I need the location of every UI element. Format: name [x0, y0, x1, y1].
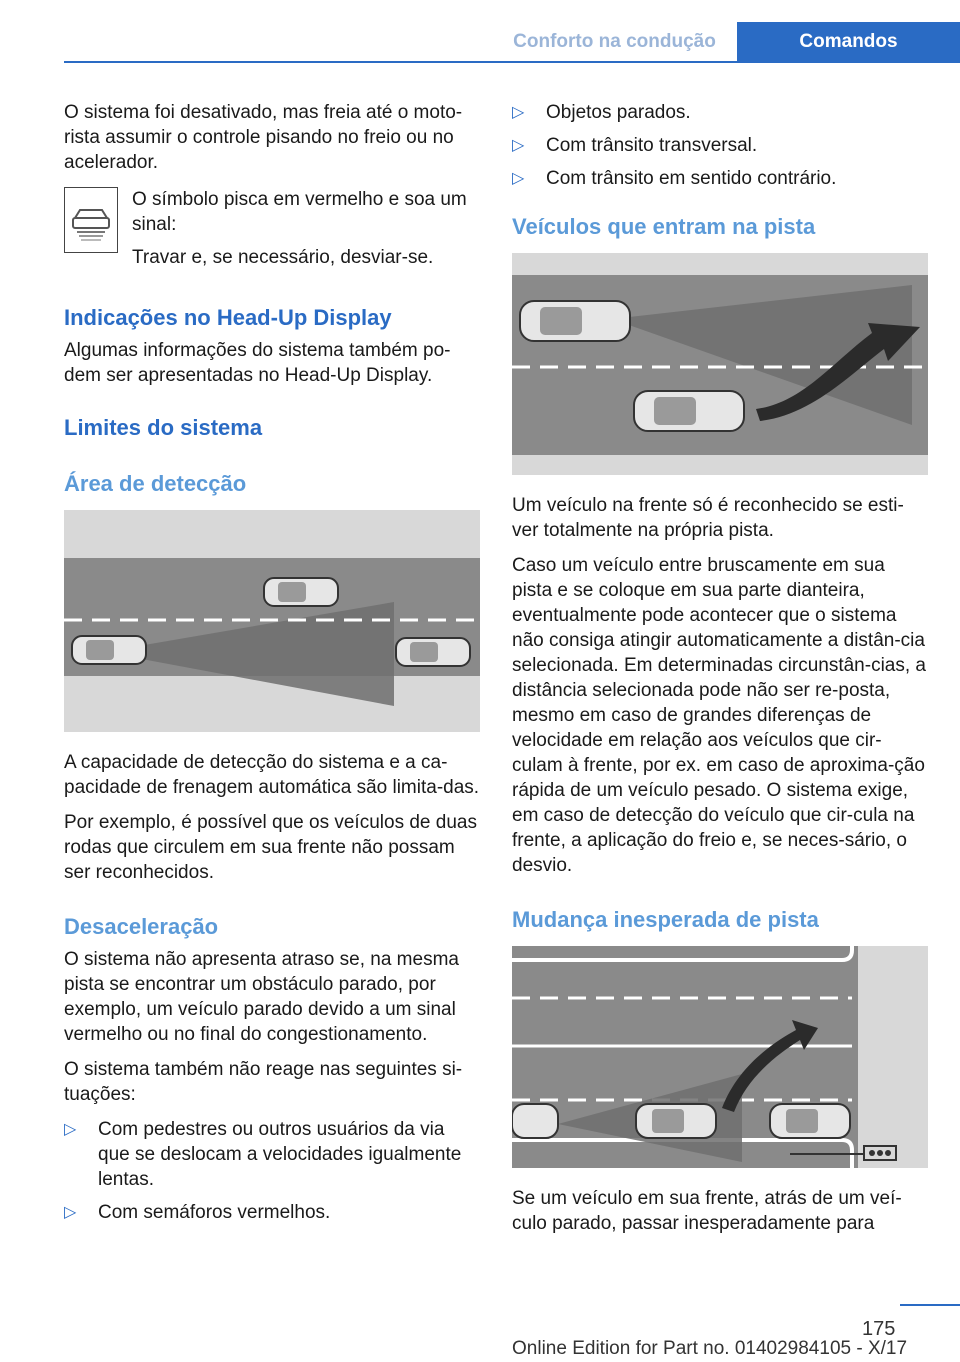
- car-ahead: [636, 1104, 716, 1138]
- car-own: [512, 1104, 558, 1138]
- deceleration-heading: Desaceleração: [64, 914, 219, 939]
- list-item: ▷ Com trânsito em sentido contrário.: [512, 168, 837, 189]
- triangle-bullet-icon: ▷: [64, 1121, 77, 1138]
- cut-in-heading: Veículos que entram na pista: [512, 214, 816, 239]
- detection-heading: Área de detecção: [64, 471, 247, 496]
- situations-list: [512, 100, 928, 191]
- lane-change-paragraph-1: Se um veículo em sua frente, atrás de um veí-culo parado, passar inesperadamente para: [512, 1188, 902, 1234]
- list-item: ▷ Objetos parados.: [512, 102, 691, 123]
- car-own: [520, 301, 630, 341]
- detection-paragraph-1: A capacidade de detecção do sistema e a ca-pacidade de frenagem automática são limita-das.: [64, 752, 480, 798]
- car-warning-icon: [64, 187, 118, 253]
- limits-heading: Limites do sistema: [64, 415, 263, 440]
- notice-text: [132, 187, 480, 278]
- page-number-divider: [900, 1304, 960, 1306]
- notice-line-1: O símbolo pisca em vermelho e soa um sinal:: [132, 189, 467, 235]
- notice-line-2: Travar e, se necessário, desviar-se.: [132, 247, 434, 268]
- hud-heading: Indicações no Head-Up Display: [64, 305, 392, 330]
- lane-change-heading: Mudança inesperada de pista: [512, 907, 819, 932]
- list-item: ▷ Com semáforos vermelhos.: [64, 1202, 331, 1223]
- car-cutting-in: [634, 391, 744, 431]
- triangle-bullet-icon: ▷: [512, 137, 525, 154]
- car-top-center: [264, 578, 338, 606]
- left-column: [64, 100, 480, 1235]
- cut-in-paragraph-1: Um veículo na frente só é reconhecido se esti-ver totalmente na própria pista.: [512, 495, 904, 541]
- triangle-bullet-icon: ▷: [64, 1204, 77, 1221]
- detection-area-figure: [64, 510, 480, 732]
- footer-edition: Online Edition for Part no. 01402984105 - X/17: [512, 1338, 908, 1359]
- car-top-left: [72, 636, 146, 664]
- right-column: [512, 100, 928, 1246]
- deceleration-list: [64, 1117, 480, 1225]
- triangle-bullet-icon: ▷: [512, 104, 525, 121]
- tab-comandos[interactable]: Comandos: [737, 22, 960, 62]
- tab-conforto-na-conducao[interactable]: Conforto na condução: [513, 31, 716, 52]
- detection-paragraph-2: Por exemplo, é possível que os veículos de duas rodas que circulem em sua frente não possam ser reconhecidos.: [64, 812, 477, 883]
- list-item: ▷ Com pedestres ou outros usuários da via que se deslocam a velocidades igualmente lentas.: [64, 1119, 462, 1190]
- car-stationary: [770, 1104, 850, 1138]
- deceleration-paragraph-2: O sistema também não reage nas seguintes si-tuações:: [64, 1059, 463, 1105]
- lane-change-figure: [512, 946, 928, 1168]
- cut-in-figure: [512, 253, 928, 475]
- warning-notice: [64, 187, 480, 278]
- hud-paragraph: Algumas informações do sistema também po-dem ser apresentadas no Head-Up Display.: [64, 340, 451, 386]
- intro-paragraph: O sistema foi desativado, mas freia até o moto-rista assumir o controle pisando no freio ou no acelerador.: [64, 102, 463, 173]
- car-top-right: [396, 638, 470, 666]
- deceleration-paragraph-1: O sistema não apresenta atraso se, na mesma pista se encontrar um obstáculo parado, por exemplo, um veículo parado devido a um sinal vermelho ou no final do congestionamento.: [64, 949, 459, 1045]
- page-number: 175: [862, 1318, 896, 1340]
- header-divider: [64, 61, 960, 63]
- cut-in-paragraph-2: Caso um veículo entre bruscamente em sua pista e se coloque em sua parte dianteira, eventualmente pode acontecer que o sistema não consiga atingir automaticamente a distân-cia selecionada. Em determinadas circunstân-cias, a distância selecionada pode não ser re-posta, mesmo em caso de grandes diferenças de velocidade em relação aos veículos que cir-culam à frente, por ex. em caso de aproxima-ção rápida de um veículo pesado. O sistema exige, em caso de detecção do veículo que cir-cula na frente, a aplicação do freio e, se neces-sário, o desvio.: [512, 555, 926, 876]
- list-item: ▷ Com trânsito transversal.: [512, 135, 758, 156]
- triangle-bullet-icon: ▷: [512, 170, 525, 187]
